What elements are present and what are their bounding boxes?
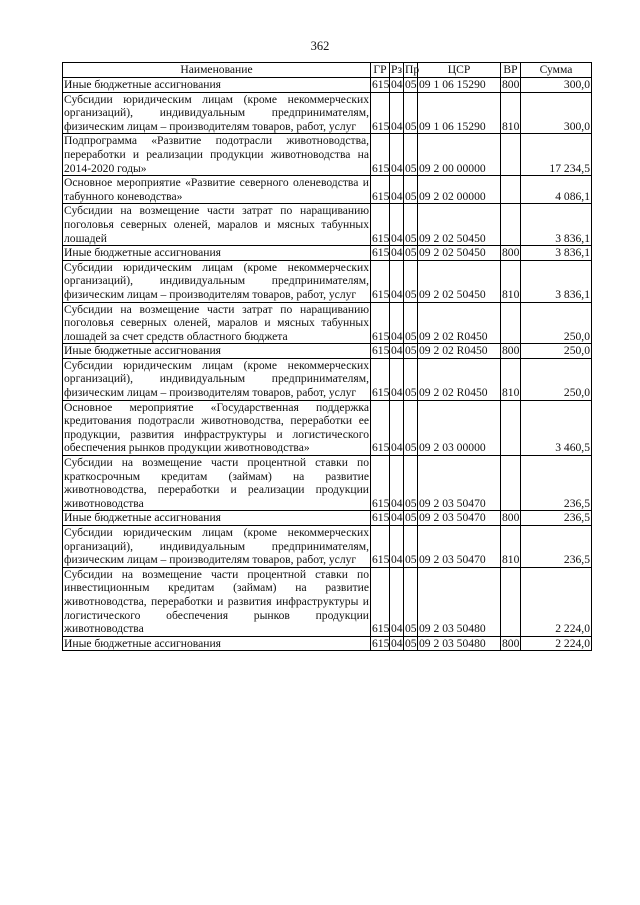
cell-vr: 800 bbox=[502, 636, 520, 650]
cell-pr: 05 bbox=[404, 204, 418, 246]
table-row bbox=[63, 636, 592, 651]
cell-csr: 09 2 02 R0450 bbox=[418, 358, 501, 400]
cell-gr: 615 bbox=[371, 358, 390, 400]
cell-gr: 615 bbox=[372, 511, 390, 525]
cell-sum: 250,0 bbox=[521, 358, 592, 400]
cell-name: Субсидии на возмещение части затрат по наращиванию поголовья северных оленей, маралов и мясных табунных лошадей bbox=[64, 204, 369, 245]
cell-rz: 04 bbox=[391, 636, 403, 650]
table-row bbox=[63, 400, 592, 455]
cell-vr bbox=[501, 302, 521, 344]
cell-vr: 800 bbox=[502, 511, 520, 525]
header-gr: ГР bbox=[371, 63, 390, 78]
cell-csr: 09 2 02 50450 bbox=[418, 204, 501, 246]
cell-vr: 810 bbox=[501, 526, 521, 568]
cell-name: Основное мероприятие «Государственная поддержка кредитования подотрасли животноводства, переработки ее продукции, развития инфраструктуры и логистического обеспечения рынков продукции животноводства» bbox=[64, 400, 369, 455]
cell-sum: 2 224,0 bbox=[521, 567, 592, 636]
table-row bbox=[63, 358, 592, 400]
header-rz: Рз bbox=[391, 63, 403, 77]
cell-vr: 810 bbox=[501, 92, 521, 134]
budget-table bbox=[62, 62, 592, 651]
cell-csr: 09 2 03 50480 bbox=[418, 567, 501, 636]
table-row bbox=[63, 176, 592, 204]
cell-vr: 810 bbox=[501, 358, 521, 400]
cell-name: Субсидии на возмещение части процентной ставки по инвестиционным кредитам (займам) на развитие животноводства, переработки и развития инфраструктуры и логистического обеспечения рынков продукции животноводства bbox=[64, 567, 369, 636]
cell-rz: 04 bbox=[391, 344, 403, 358]
cell-csr: 09 2 03 00000 bbox=[418, 400, 501, 455]
cell-pr: 05 bbox=[404, 302, 418, 344]
cell-gr: 615 bbox=[372, 344, 390, 358]
cell-vr: 800 bbox=[502, 78, 520, 91]
cell-gr: 615 bbox=[371, 567, 390, 636]
table-row bbox=[63, 204, 592, 246]
cell-pr: 05 bbox=[404, 92, 418, 134]
cell-gr: 615 bbox=[372, 246, 390, 260]
cell-pr: 05 bbox=[404, 176, 418, 204]
cell-name: Субсидии юридическим лицам (кроме некоммерческих организаций), индивидуальным предпринимателям, физическим лицам – производителям товаров, работ, услуг bbox=[64, 358, 369, 400]
cell-csr: 09 2 03 50470 bbox=[418, 456, 501, 511]
cell-pr: 05 bbox=[404, 400, 418, 455]
cell-rz: 04 bbox=[390, 260, 404, 302]
cell-pr: 05 bbox=[404, 358, 418, 400]
cell-sum: 236,5 bbox=[521, 511, 592, 526]
cell-sum: 300,0 bbox=[521, 92, 592, 134]
cell-pr: 05 bbox=[405, 78, 417, 91]
cell-pr: 05 bbox=[405, 636, 417, 650]
header-name: Наименование bbox=[63, 63, 371, 78]
cell-rz: 04 bbox=[390, 302, 404, 344]
cell-sum: 2 224,0 bbox=[521, 636, 592, 651]
cell-gr: 615 bbox=[372, 636, 390, 650]
cell-vr bbox=[501, 456, 521, 511]
cell-name: Иные бюджетные ассигнования bbox=[63, 511, 371, 526]
header-csr: ЦСР bbox=[418, 63, 501, 78]
table-row bbox=[63, 344, 592, 359]
cell-csr: 09 2 02 R0450 bbox=[418, 302, 501, 344]
cell-vr: 800 bbox=[502, 246, 520, 260]
cell-name: Подпрограмма «Развитие подотрасли животноводства, переработки и реализации продукции животноводства на 2014-2020 годы» bbox=[64, 134, 369, 175]
cell-vr: 810 bbox=[501, 260, 521, 302]
cell-csr: 09 2 02 R0450 bbox=[418, 344, 501, 359]
cell-gr: 615 bbox=[371, 204, 390, 246]
cell-name: Субсидии на возмещение части затрат по наращиванию поголовья северных оленей, маралов и мясных табунных лошадей за счет средств областного бюджета bbox=[64, 302, 369, 343]
table-row bbox=[63, 246, 592, 261]
cell-vr: 800 bbox=[502, 344, 520, 358]
cell-sum: 3 836,1 bbox=[521, 260, 592, 302]
cell-sum: 250,0 bbox=[521, 302, 592, 344]
cell-name: Основное мероприятие «Развитие северного оленеводства и табунного коневодства» bbox=[64, 176, 369, 203]
cell-rz: 04 bbox=[391, 511, 403, 525]
cell-rz: 04 bbox=[390, 358, 404, 400]
cell-sum: 236,5 bbox=[521, 456, 592, 511]
cell-sum: 250,0 bbox=[521, 344, 592, 359]
cell-gr: 615 bbox=[371, 134, 390, 176]
cell-gr: 615 bbox=[371, 400, 390, 455]
cell-name: Иные бюджетные ассигнования bbox=[63, 246, 371, 261]
table-row bbox=[63, 456, 592, 511]
table-row bbox=[63, 526, 592, 568]
cell-sum: 3 836,1 bbox=[521, 246, 592, 261]
cell-rz: 04 bbox=[391, 78, 403, 91]
header-sum: Сумма bbox=[521, 63, 592, 78]
cell-csr: 09 1 06 15290 bbox=[418, 78, 501, 93]
cell-vr bbox=[501, 204, 521, 246]
cell-pr: 05 bbox=[405, 246, 417, 260]
table-row bbox=[63, 92, 592, 134]
cell-pr: 05 bbox=[405, 344, 417, 358]
table-row bbox=[63, 134, 592, 176]
cell-name: Субсидии юридическим лицам (кроме некоммерческих организаций), индивидуальным предпринимателям, физическим лицам – производителям товаров, работ, услуг bbox=[64, 92, 369, 133]
cell-pr: 05 bbox=[404, 526, 418, 568]
cell-sum: 3 460,5 bbox=[521, 400, 592, 455]
header-vr: ВР bbox=[501, 63, 521, 78]
header-pr: Пр bbox=[405, 63, 420, 77]
cell-pr: 05 bbox=[404, 567, 418, 636]
cell-gr: 615 bbox=[371, 526, 390, 568]
cell-csr: 09 2 03 50470 bbox=[418, 526, 501, 568]
cell-rz: 04 bbox=[390, 92, 404, 134]
cell-csr: 09 1 06 15290 bbox=[418, 92, 501, 134]
table-row bbox=[63, 302, 592, 344]
cell-gr: 615 bbox=[372, 78, 390, 91]
cell-name: Субсидии на возмещение части процентной ставки по краткосрочным кредитам (займам) на развитие животноводства, переработки и реализации продукции животноводства bbox=[64, 456, 369, 510]
cell-vr bbox=[501, 134, 521, 176]
table-row bbox=[63, 511, 592, 526]
cell-csr: 09 2 02 50450 bbox=[418, 246, 501, 261]
cell-vr bbox=[501, 400, 521, 455]
cell-rz: 04 bbox=[390, 204, 404, 246]
cell-rz: 04 bbox=[390, 400, 404, 455]
cell-name: Иные бюджетные ассигнования bbox=[63, 636, 371, 651]
cell-rz: 04 bbox=[390, 134, 404, 176]
cell-vr bbox=[501, 176, 521, 204]
cell-gr: 615 bbox=[371, 260, 390, 302]
page-number: 362 bbox=[310, 39, 330, 53]
cell-csr: 09 2 03 50470 bbox=[418, 511, 501, 526]
cell-rz: 04 bbox=[390, 456, 404, 511]
cell-gr: 615 bbox=[371, 176, 390, 204]
cell-rz: 04 bbox=[390, 176, 404, 204]
cell-rz: 04 bbox=[390, 526, 404, 568]
cell-pr: 05 bbox=[405, 511, 417, 525]
cell-csr: 09 2 02 00000 bbox=[418, 176, 501, 204]
cell-vr bbox=[501, 567, 521, 636]
cell-sum: 4 086,1 bbox=[521, 176, 592, 204]
table-row bbox=[63, 78, 592, 93]
table-header-row bbox=[63, 63, 592, 78]
cell-sum: 3 836,1 bbox=[521, 204, 592, 246]
table-row bbox=[63, 567, 592, 636]
cell-name: Субсидии юридическим лицам (кроме некоммерческих организаций), индивидуальным предпринимателям, физическим лицам – производителям товаров, работ, услуг bbox=[64, 526, 369, 567]
cell-csr: 09 2 03 50480 bbox=[418, 636, 501, 651]
cell-sum: 17 234,5 bbox=[521, 134, 592, 176]
cell-name: Субсидии юридическим лицам (кроме некоммерческих организаций), индивидуальным предпринимателям, физическим лицам – производителям товаров, работ, услуг bbox=[64, 260, 369, 301]
cell-sum: 236,5 bbox=[521, 526, 592, 568]
cell-name: Иные бюджетные ассигнования bbox=[63, 78, 371, 93]
cell-csr: 09 2 00 00000 bbox=[418, 134, 501, 176]
cell-pr: 05 bbox=[404, 260, 418, 302]
cell-gr: 615 bbox=[371, 456, 390, 511]
cell-sum: 300,0 bbox=[521, 78, 592, 93]
cell-pr: 05 bbox=[404, 456, 418, 511]
cell-rz: 04 bbox=[391, 246, 403, 260]
cell-gr: 615 bbox=[371, 302, 390, 344]
cell-csr: 09 2 02 50450 bbox=[418, 260, 501, 302]
cell-pr: 05 bbox=[404, 134, 418, 176]
cell-gr: 615 bbox=[371, 92, 390, 134]
table-row bbox=[63, 260, 592, 302]
cell-rz: 04 bbox=[390, 567, 404, 636]
cell-name: Иные бюджетные ассигнования bbox=[63, 344, 371, 359]
